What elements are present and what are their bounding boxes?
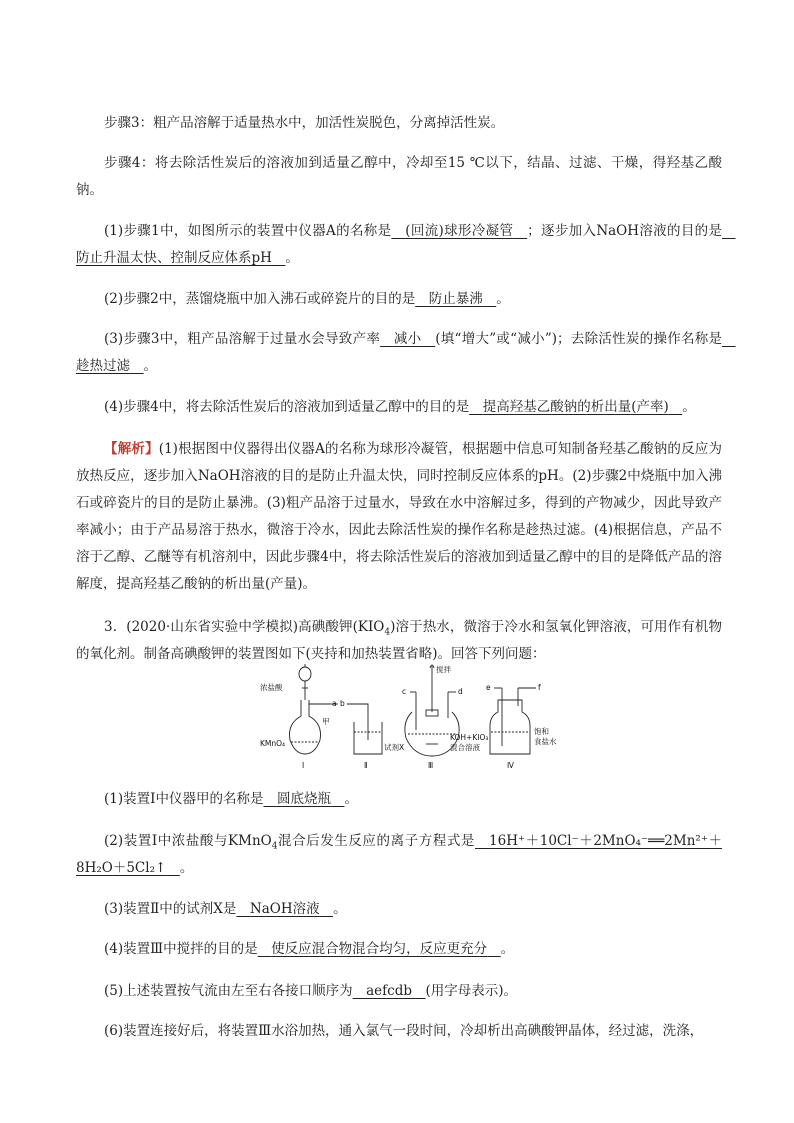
question-3-answer-2: 趁热过滤 [76,358,130,374]
label-num-1: Ⅰ [302,761,305,770]
question-4-text: (4)步骤4中，将去除活性炭后的溶液加到适量乙醇中的目的是 [104,399,470,415]
part-5: (5)上述装置按气流由左至右各接口顺序为 aefcdb (用字母表示)。 [104,983,518,999]
analysis-block [76,436,722,598]
part-6: (6)装置连接好后，将装置Ⅲ水浴加热，通入氯气一段时间，冷却析出高碘酸钾晶体，经过滤，洗涤， [104,1023,704,1039]
part-5-answer: aefcdb [366,983,413,999]
label-stir: 搅拌 [436,665,451,674]
part-4-answer: 使反应混合物混合均匀，反应更充分 [271,941,488,957]
label-num-4: Ⅳ [507,761,514,770]
port-b: b [340,699,345,708]
question-3-text-b: (填“增大”或“减小”)；去除活性炭的操作名称是 [435,331,723,347]
problem-3-intro: 3．(2020·山东省实验中学模拟)高碘酸钾$(KIO_4)$溶于热水，微溶于冷水和氢氧化钾溶液，可用作有机物的氧化剂。制备高碘酸钾的装置图如下(夹持和加热装置省略)。回答下列问题： [76,619,722,662]
apparatus-4-bottle [490,688,536,754]
question-1-text-a: (1)步骤1中，如图所示的装置中仪器A的名称是 [104,223,392,239]
apparatus-diagram [250,660,565,772]
label-salt-1: 饱和 [534,727,549,736]
question-1-answer-2: 防止升温太快、控制反应体系pH [76,250,272,266]
analysis-text: (1)根据图中仪器得出仪器A的名称为球形冷凝管，根据题中信息可知制备羟基乙酸钠的反应为放热反应，逐步加入NaOH溶液的目的是防止升温太快，同时控制反应体系的pH。(2)步骤2中烧瓶中加入沸石或碎瓷片的目的是防止暴沸。(3)粗产品溶于过量水，导致在水中溶解过多，得到的产物减少，因此导致产率减小；由于产品易溶于热水，微溶于冷水，因此去除活性炭的操作名称是趁热过滤。(4)根据信息，产品不溶于乙醇、乙醚等有机溶剂中，因此步骤4中，将去除活性炭后的溶液加到适量乙醇中的目的是降低产品的溶解度，提高羟基乙酸钠的析出量(产量)。 [76,441,723,592]
label-mixture-2: 混合溶液 [450,743,480,752]
label-num-2: Ⅱ [364,761,368,770]
port-e: e [486,683,491,692]
label-kmno4: KMnO₄ [260,739,286,748]
port-f: f [538,683,541,692]
part-4: (4)装置Ⅲ中搅拌的目的是 使反应混合物混合均匀，反应更充分 。 [104,941,515,957]
question-4: (4)步骤4中，将去除活性炭后的溶液加到适量乙醇中的目的是 提高羟基乙酸钠的析出量(产率) 。 [104,399,696,415]
part-1-answer: 圆底烧瓶 [276,791,331,807]
question-1-text-b: ；逐步加入NaOH溶液的目的是 [527,223,723,239]
question-1-answer-1: (回流)球形冷凝管 [405,223,514,239]
part-2: (2)装置Ⅰ中浓盐酸与KMnO$_4$混合后发生反应的离子方程式是 16H⁺＋10Cl⁻＋2MnO₄⁻══2Mn²⁺＋8H₂O＋5Cl₂↑ 。 [76,833,723,876]
label-salt-2: 食盐水 [534,737,557,746]
part-2-answer: 16H⁺＋10Cl⁻＋2MnO₄⁻══2Mn²⁺＋8H₂O＋5Cl₂↑ [76,833,723,876]
analysis-label: 【解析】 [104,441,159,457]
label-reagent: 试剂X [384,743,405,752]
label-mixture-1: KOH+KIO₃ [450,733,489,742]
question-4-answer: 提高羟基乙酸钠的析出量(产率) [482,399,669,415]
question-2-text: (2)步骤2中，蒸馏烧瓶中加入沸石或碎瓷片的目的是 [104,291,416,307]
question-3-answer-1: 减小 [393,331,422,347]
part-3-answer: NaOH溶液 [249,901,320,917]
question-3: (3)步骤3中，粗产品溶解于过量水会导致产率 减小 (填“增大”或“减小”)；去除活性炭的操作名称是 趁热过滤 。 [76,326,722,380]
part-3: (3)装置Ⅱ中的试剂X是 NaOH溶液 。 [104,901,347,917]
part-1: (1)装置Ⅰ中仪器甲的名称是 圆底烧瓶 。 [104,791,358,807]
port-c: c [402,687,407,696]
tube-b [347,704,368,740]
step3-text: 步骤3：粗产品溶解于适量热水中，加活性炭脱色，分离掉活性炭。 [104,115,505,131]
apparatus-1-flask [289,700,330,754]
label-num-3: Ⅲ [428,761,434,770]
question-2: (2)步骤2中，蒸馏烧瓶中加入沸石或碎瓷片的目的是 防止暴沸 。 [104,291,510,307]
label-jia: 甲 [322,717,330,726]
label-acid: 浓盐酸 [260,683,283,692]
question-1: (1)步骤1中，如图所示的装置中仪器A的名称是 (回流)球形冷凝管 ；逐步加入NaOH溶液的目的是 防止升温太快、控制反应体系pH 。 [76,218,722,272]
port-a: a [332,699,337,708]
question-3-text-a: (3)步骤3中，粗产品溶解于过量水会导致产率 [104,331,381,347]
step4-text: 步骤4：将去除活性炭后的溶液加到适量乙醇中，冷却至15 ℃以下，结晶、过滤、干燥，得羟基乙酸钠。 [76,155,722,198]
apparatus-figure [250,660,565,772]
question-2-answer: 防止暴沸 [428,291,483,307]
apparatus-1-funnel [299,664,311,700]
port-d: d [458,687,463,696]
